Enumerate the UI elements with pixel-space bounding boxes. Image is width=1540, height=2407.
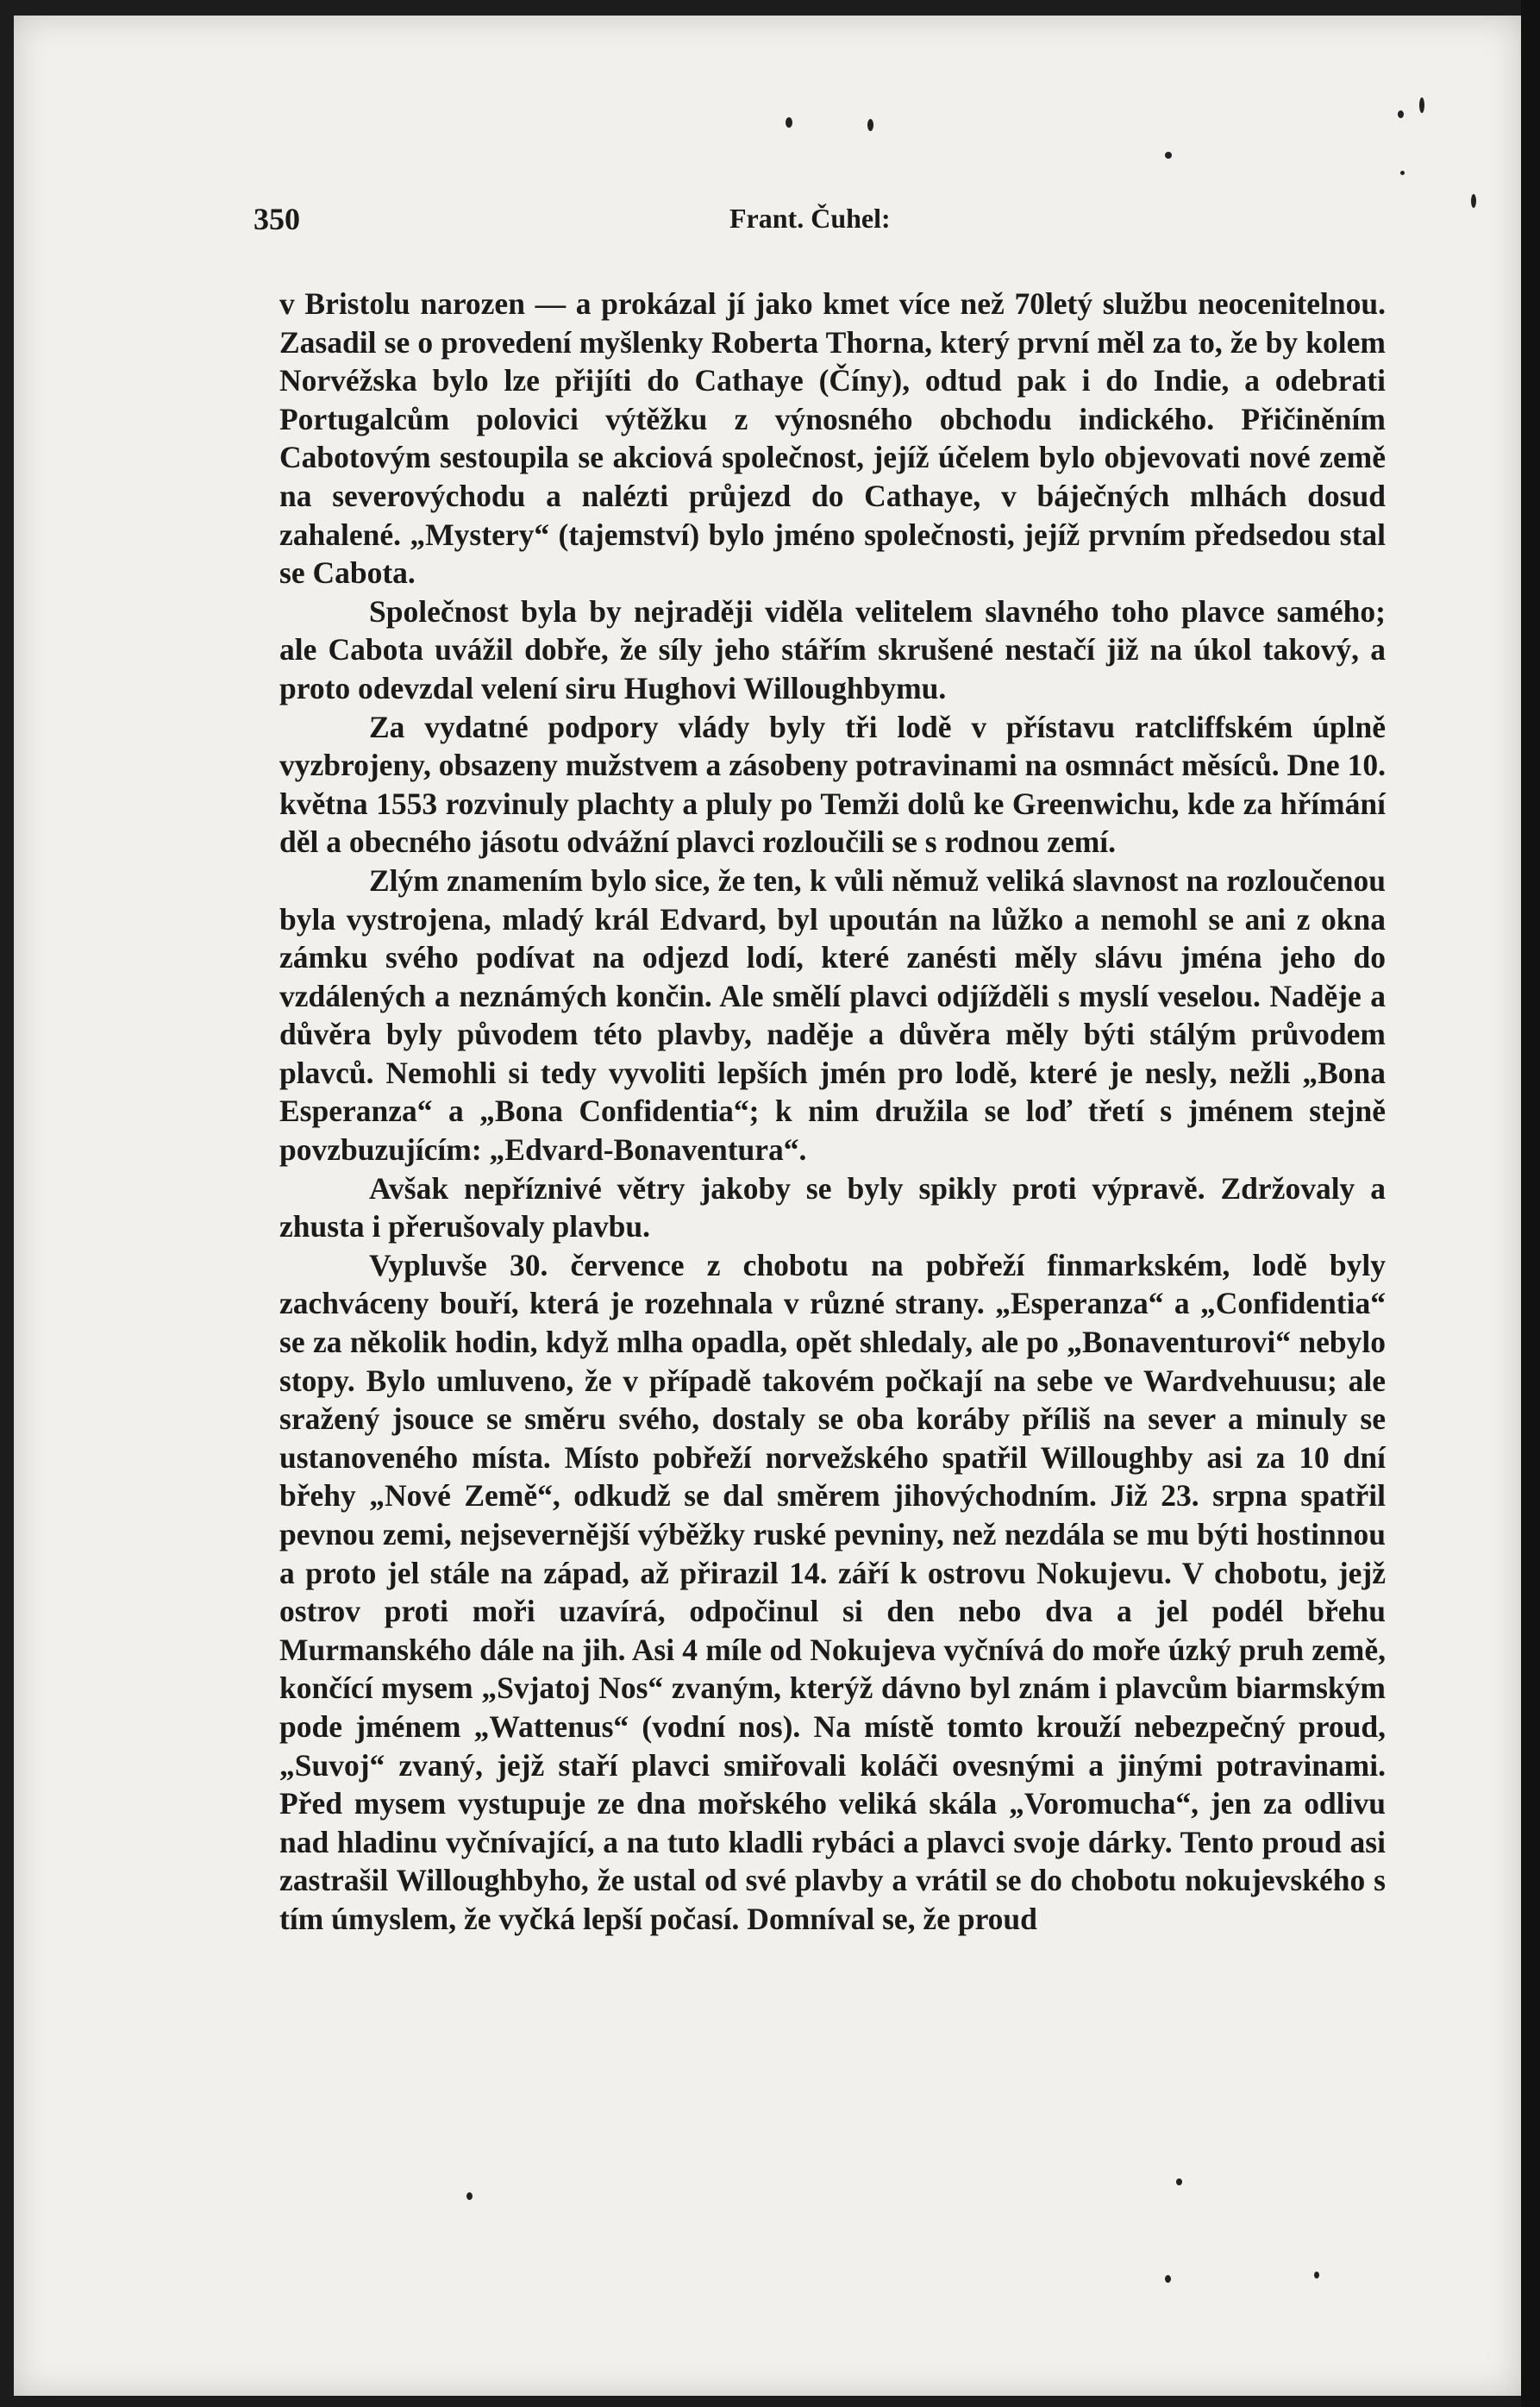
- page-number: 350: [254, 202, 300, 236]
- scan-speck: [1398, 110, 1404, 118]
- scan-speck: [1165, 2275, 1171, 2283]
- scan-speck: [1165, 152, 1172, 159]
- scan-speck: [1314, 2272, 1319, 2279]
- paragraph: v Bristolu narozen — a prokázal jí jako kmet více než 70letý službu neocenitelnou. Zasadil se o provedení myšlenky Roberta Thorna, který první měl za to, že by kolem Norvéžska bylo lze přijíti do Cathaye (Číny), odtud pak i do Indie, a odebrati Portugalcům polovici výtěžku z výnosného obchodu indického. Přičiněním Cabotovým sestoupila se akciová společnost, jejíž účelem bylo objevovati nové země na severovýchodu a nalézti průjezd do Cathaye, v báječných mlhách dosud zahalené. „Mystery“ (tajemství) bylo jméno společnosti, jejíž prvním předsedou stal se Cabota.: [279, 286, 1386, 591]
- body-text: [279, 285, 1386, 1939]
- scan-speck: [786, 117, 792, 128]
- scan-speck: [1400, 171, 1405, 175]
- scan-speck: [466, 2192, 473, 2200]
- scan-border: [1521, 0, 1540, 2407]
- paragraph: Zlým znamením bylo sice, že ten, k vůli němuž veliká slavnost na rozloučenou byla vystrojena, mladý král Edvard, byl upoután na lůžko a nemohl se ani z okna zámku svého podívat na odjezd lodí, které zanésti měly slávu jména jeho do vzdálených a neznámých končin. Ale smělí plavci odjížděli s myslí veselou. Naděje a důvěra byly původem této plavby, naděje a důvěra měly býti stálým průvodem plavců. Nemohli si tedy vyvoliti lepších jmén pro lodě, které je nesly, nežli „Bona Esperanza“ a „Bona Confidentia“; k nim družila se loď třetí s jménem stejně povzbuzujícím: „Edvard-Bonaventura“.: [279, 862, 1386, 1168]
- scan-speck: [1419, 97, 1424, 113]
- paragraph: Avšak nepříznivé větry jakoby se byly spikly proti výpravě. Zdržovaly a zhusta i přerušovaly plavbu.: [279, 1170, 1386, 1244]
- paragraph: Společnost byla by nejraději viděla velitelem slavného toho plavce samého; ale Cabota uvážil dobře, že síly jeho stářím skrušené nestačí již na úkol takový, a proto odevzdal velení siru Hughovi Willoughbymu.: [279, 593, 1386, 705]
- scan-speck: [1176, 2178, 1182, 2185]
- page-header: [254, 201, 1392, 235]
- scan-speck: [867, 119, 873, 131]
- paragraph: Za vydatné podpory vlády byly tři lodě v přístavu ratcliffském úplně vyzbrojeny, obsazeny mužstvem a zásobeny potravinami na osmnáct měsíců. Dne 10. května 1553 rozvinuly plachty a pluly po Temži dolů ke Greenwichu, kde za hřímání děl a obecného jásotu odvážní plavci rozloučili se s rodnou zemí.: [279, 709, 1386, 860]
- scanned-page: [14, 16, 1521, 2396]
- running-head: Frant. Čuhel:: [729, 203, 891, 234]
- paragraph: Vypluvše 30. července z chobotu na pobřeží finmarkském, lodě byly zachváceny bouří, která je rozehnala v různé strany. „Esperanza“ a „Confidentia“ se za několik hodin, když mlha opadla, opět shledaly, ale po „Bonaventurovi“ nebylo stopy. Bylo umluveno, že v případě takovém počkají na sebe ve Wardvehuusu; ale sražený jsouce se směru svého, dostaly se oba koráby příliš na sever a minuly se ustanoveného místa. Místo pobřeží norvežského spatřil Willoughby asi za 10 dní břehy „Nové Země“, odkudž se dal směrem jihovýchodním. Již 23. srpna spatřil pevnou zemi, nejsevernější výběžky ruské pevniny, než nezdála se mu býti hostinnou a proto jel stále na západ, až přirazil 14. září k ostrovu Nokujevu. V chobotu, jejž ostrov proti moři uzavírá, odpočinul si den nebo dva a jel podél břehu Murmanského dále na jih. Asi 4 míle od Nokujeva vyčnívá do moře úzký pruh země, končící mysem „Svjatoj Nos“ zvaným, kterýž dávno byl znám i plavcům biarmským pode jménem „Wattenus“ (vodní nos). Na místě tomto krouží nebezpečný proud, „Suvoj“ zvaný, jejž staří plavci smiřovali koláči ovesnými a jinými potravinami. Před mysem vystupuje ze dna mořského veliká skála „Voromucha“, jen za odlivu nad hladinu vyčnívající, a na tuto kladli rybáci a plavci svoje dárky. Tento proud asi zastrašil Willoughbyho, že ustal od své plavby a vrátil se do chobotu nokujevského s tím úmyslem, že vyčká lepší počasí. Domníval se, že proud: [279, 1247, 1386, 1936]
- scan-speck: [1471, 194, 1476, 208]
